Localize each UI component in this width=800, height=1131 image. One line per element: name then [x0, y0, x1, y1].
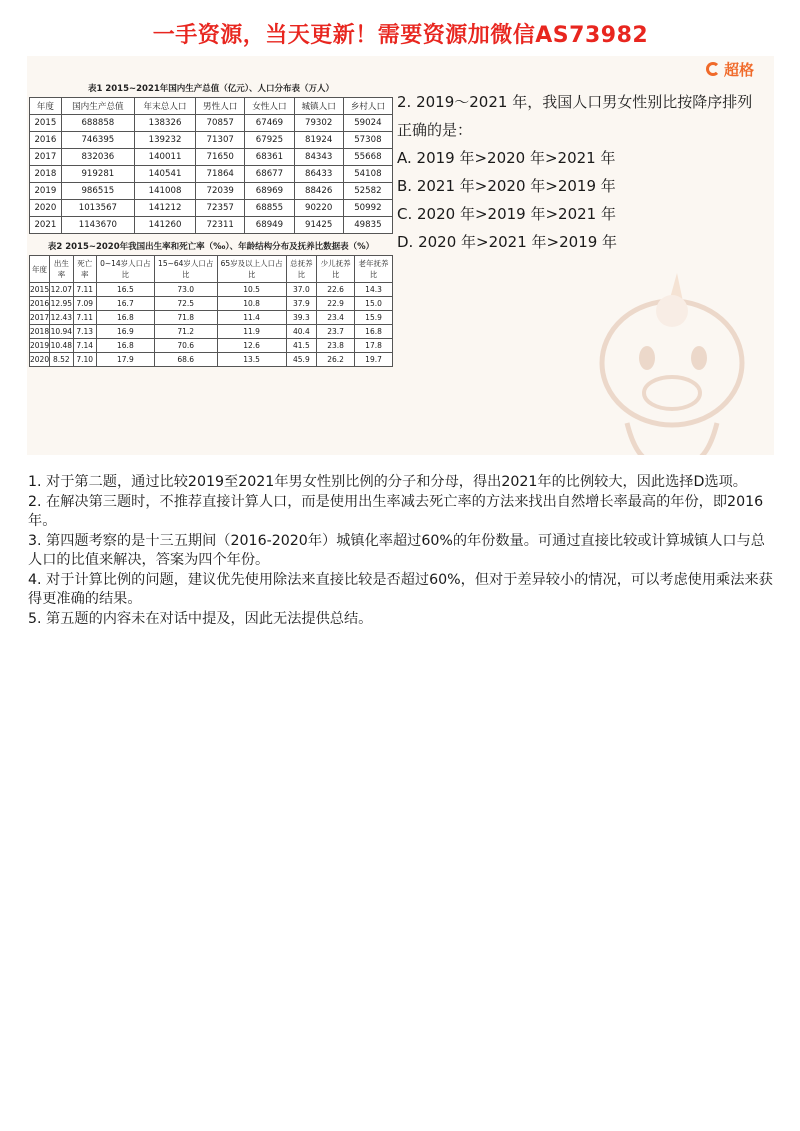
table-cell: 1013567	[61, 200, 134, 217]
table2-header-cell: 少儿抚养比	[317, 256, 355, 283]
table2-header-cell: 总抚养比	[286, 256, 317, 283]
table-row	[30, 166, 393, 183]
table-cell: 59024	[343, 115, 392, 132]
table2-header-cell: 出生率	[50, 256, 73, 283]
table-cell: 1143670	[61, 217, 134, 234]
table-row	[30, 311, 393, 325]
table-cell: 7.11	[73, 283, 96, 297]
table-cell: 37.0	[286, 283, 317, 297]
table-cell: 2015	[30, 283, 50, 297]
table-cell: 12.43	[50, 311, 73, 325]
table-cell: 22.6	[317, 283, 355, 297]
data-tables	[27, 80, 395, 367]
table-cell: 832036	[61, 149, 134, 166]
table-cell: 138326	[134, 115, 195, 132]
table-row	[30, 183, 393, 200]
table-cell: 14.3	[355, 283, 393, 297]
table-cell: 746395	[61, 132, 134, 149]
table-cell: 71.2	[154, 325, 217, 339]
table-cell: 86433	[294, 166, 343, 183]
table-cell: 23.8	[317, 339, 355, 353]
table-cell: 41.5	[286, 339, 317, 353]
table-cell: 73.0	[154, 283, 217, 297]
table-cell: 141008	[134, 183, 195, 200]
table-row	[30, 217, 393, 234]
table-cell: 68.6	[154, 353, 217, 367]
table2-header-cell: 15~64岁人口占比	[154, 256, 217, 283]
table-cell: 84343	[294, 149, 343, 166]
table-cell: 12.6	[217, 339, 286, 353]
table-cell: 2017	[30, 311, 50, 325]
table2-header-cell: 年度	[30, 256, 50, 283]
table-cell: 70.6	[154, 339, 217, 353]
table-row	[30, 149, 393, 166]
question-block	[397, 88, 767, 256]
table-cell: 22.9	[317, 297, 355, 311]
table-cell: 2015	[30, 115, 62, 132]
table-row	[30, 200, 393, 217]
table-cell: 71307	[196, 132, 245, 149]
table-cell: 986515	[61, 183, 134, 200]
table2-caption: 表2 2015~2020年我国出生率和死亡率（‰）、年龄结构分布及抚养比数据表（%）	[47, 242, 375, 252]
table-cell: 688858	[61, 115, 134, 132]
unicorn-mascot-icon	[567, 263, 774, 455]
table-cell: 919281	[61, 166, 134, 183]
table-row	[30, 115, 393, 132]
note-item: 4. 对于计算比例的问题，建议优先使用除法来直接比较是否超过60%，但对于差异较小的情况，可以考虑使用乘法来获得更准确的结果。	[28, 571, 773, 607]
table-cell: 7.11	[73, 311, 96, 325]
option-b: B. 2021 年>2020 年>2019 年	[397, 177, 616, 195]
table-cell: 54108	[343, 166, 392, 183]
table-cell: 15.0	[355, 297, 393, 311]
table-row	[30, 339, 393, 353]
table-cell: 16.7	[96, 297, 154, 311]
table-cell: 10.5	[217, 283, 286, 297]
table-cell: 7.13	[73, 325, 96, 339]
table1-header-row	[30, 98, 393, 115]
table2-header-row	[30, 256, 393, 283]
table-cell: 2020	[30, 353, 50, 367]
table-cell: 2016	[30, 132, 62, 149]
table-cell: 17.8	[355, 339, 393, 353]
table-cell: 11.4	[217, 311, 286, 325]
table-cell: 140011	[134, 149, 195, 166]
option-c: C. 2020 年>2019 年>2021 年	[397, 205, 616, 223]
table-cell: 72357	[196, 200, 245, 217]
table-cell: 40.4	[286, 325, 317, 339]
table-cell: 23.4	[317, 311, 355, 325]
table1-header-cell: 城镇人口	[294, 98, 343, 115]
table-cell: 72.5	[154, 297, 217, 311]
table-cell: 16.9	[96, 325, 154, 339]
table-row	[30, 283, 393, 297]
table1-header-cell: 年度	[30, 98, 62, 115]
table1	[29, 97, 393, 234]
brand-mark	[706, 58, 754, 80]
table2-body	[30, 283, 393, 367]
option-a: A. 2019 年>2020 年>2021 年	[397, 149, 616, 167]
table2-header-cell: 0~14岁人口占比	[96, 256, 154, 283]
table-cell: 2017	[30, 149, 62, 166]
table-cell: 10.8	[217, 297, 286, 311]
table-cell: 8.52	[50, 353, 73, 367]
brand-name: 超格	[723, 60, 754, 79]
table-cell: 19.7	[355, 353, 393, 367]
note-item: 3. 第四题考察的是十三五期间（2016-2020年）城镇化率超过60%的年份数量。可通过直接比较或计算城镇人口与总人口的比值来解决，答案为四个年份。	[28, 532, 765, 568]
table-cell: 72039	[196, 183, 245, 200]
table-cell: 68361	[245, 149, 294, 166]
table-row	[30, 325, 393, 339]
table-cell: 10.48	[50, 339, 73, 353]
table-cell: 2021	[30, 217, 62, 234]
table-cell: 68855	[245, 200, 294, 217]
table-cell: 15.9	[355, 311, 393, 325]
table-cell: 70857	[196, 115, 245, 132]
table1-header-cell: 女性人口	[245, 98, 294, 115]
table2-header-cell: 死亡率	[73, 256, 96, 283]
table-cell: 16.8	[96, 339, 154, 353]
table-row	[30, 297, 393, 311]
table-cell: 91425	[294, 217, 343, 234]
table-cell: 52582	[343, 183, 392, 200]
table1-header-cell: 国内生产总值	[61, 98, 134, 115]
table-cell: 16.5	[96, 283, 154, 297]
table-cell: 12.07	[50, 283, 73, 297]
table-cell: 49835	[343, 217, 392, 234]
table-cell: 55668	[343, 149, 392, 166]
table-cell: 7.09	[73, 297, 96, 311]
table-cell: 2019	[30, 339, 50, 353]
table1-header-cell: 年末总人口	[134, 98, 195, 115]
table1-header-cell: 男性人口	[196, 98, 245, 115]
table-cell: 17.9	[96, 353, 154, 367]
slide-image	[27, 18, 774, 455]
table-cell: 68969	[245, 183, 294, 200]
table-cell: 23.7	[317, 325, 355, 339]
summary-notes	[28, 473, 778, 629]
table-cell: 11.9	[217, 325, 286, 339]
table-row	[30, 353, 393, 367]
note-item: 1. 对于第二题，通过比较2019至2021年男女性别比例的分子和分母，得出2021年的比例较大，因此选择D选项。	[28, 474, 747, 490]
table-cell: 139232	[134, 132, 195, 149]
table-cell: 71.8	[154, 311, 217, 325]
table-cell: 13.5	[217, 353, 286, 367]
table-cell: 68949	[245, 217, 294, 234]
table-cell: 140541	[134, 166, 195, 183]
table-cell: 39.3	[286, 311, 317, 325]
table-cell: 10.94	[50, 325, 73, 339]
table1-caption: 表1 2015~2021年国内生产总值（亿元）、人口分布表（万人）	[87, 84, 335, 94]
question-stem-line2: 正确的是：	[397, 121, 473, 139]
table2	[29, 255, 393, 367]
table-cell: 12.95	[50, 297, 73, 311]
option-d: D. 2020 年>2021 年>2019 年	[397, 233, 618, 251]
table-cell: 141212	[134, 200, 195, 217]
table-cell: 50992	[343, 200, 392, 217]
promo-banner: 一手资源，当天更新！需要资源加微信AS73982	[27, 18, 774, 56]
table-cell: 141260	[134, 217, 195, 234]
table-cell: 68677	[245, 166, 294, 183]
table-cell: 71650	[196, 149, 245, 166]
table-cell: 2019	[30, 183, 62, 200]
table-cell: 88426	[294, 183, 343, 200]
table2-header-cell: 65岁及以上人口占比	[217, 256, 286, 283]
table2-header-cell: 老年抚养比	[355, 256, 393, 283]
table-cell: 16.8	[355, 325, 393, 339]
note-item: 2. 在解决第三题时，不推荐直接计算人口，而是使用出生率减去死亡率的方法来找出自然增长率最高的年份，即2016年。	[28, 493, 764, 529]
table-cell: 72311	[196, 217, 245, 234]
table1-body	[30, 115, 393, 234]
table-cell: 67469	[245, 115, 294, 132]
table-cell: 2016	[30, 297, 50, 311]
table-cell: 45.9	[286, 353, 317, 367]
table-cell: 67925	[245, 132, 294, 149]
table-cell: 7.14	[73, 339, 96, 353]
table-cell: 90220	[294, 200, 343, 217]
table-cell: 2018	[30, 166, 62, 183]
table-cell: 79302	[294, 115, 343, 132]
note-item: 5. 第五题的内容未在对话中提及，因此无法提供总结。	[28, 610, 373, 627]
table-cell: 57308	[343, 132, 392, 149]
table-cell: 16.8	[96, 311, 154, 325]
table-cell: 2020	[30, 200, 62, 217]
table-cell: 26.2	[317, 353, 355, 367]
brand-logo-icon	[706, 62, 720, 76]
table-cell: 71864	[196, 166, 245, 183]
table-cell: 7.10	[73, 353, 96, 367]
table-cell: 2018	[30, 325, 50, 339]
table-cell: 37.9	[286, 297, 317, 311]
table-cell: 81924	[294, 132, 343, 149]
table1-header-cell: 乡村人口	[343, 98, 392, 115]
table-row	[30, 132, 393, 149]
question-stem-line1: 2. 2019～2021 年，我国人口男女性别比按降序排列	[397, 93, 753, 111]
